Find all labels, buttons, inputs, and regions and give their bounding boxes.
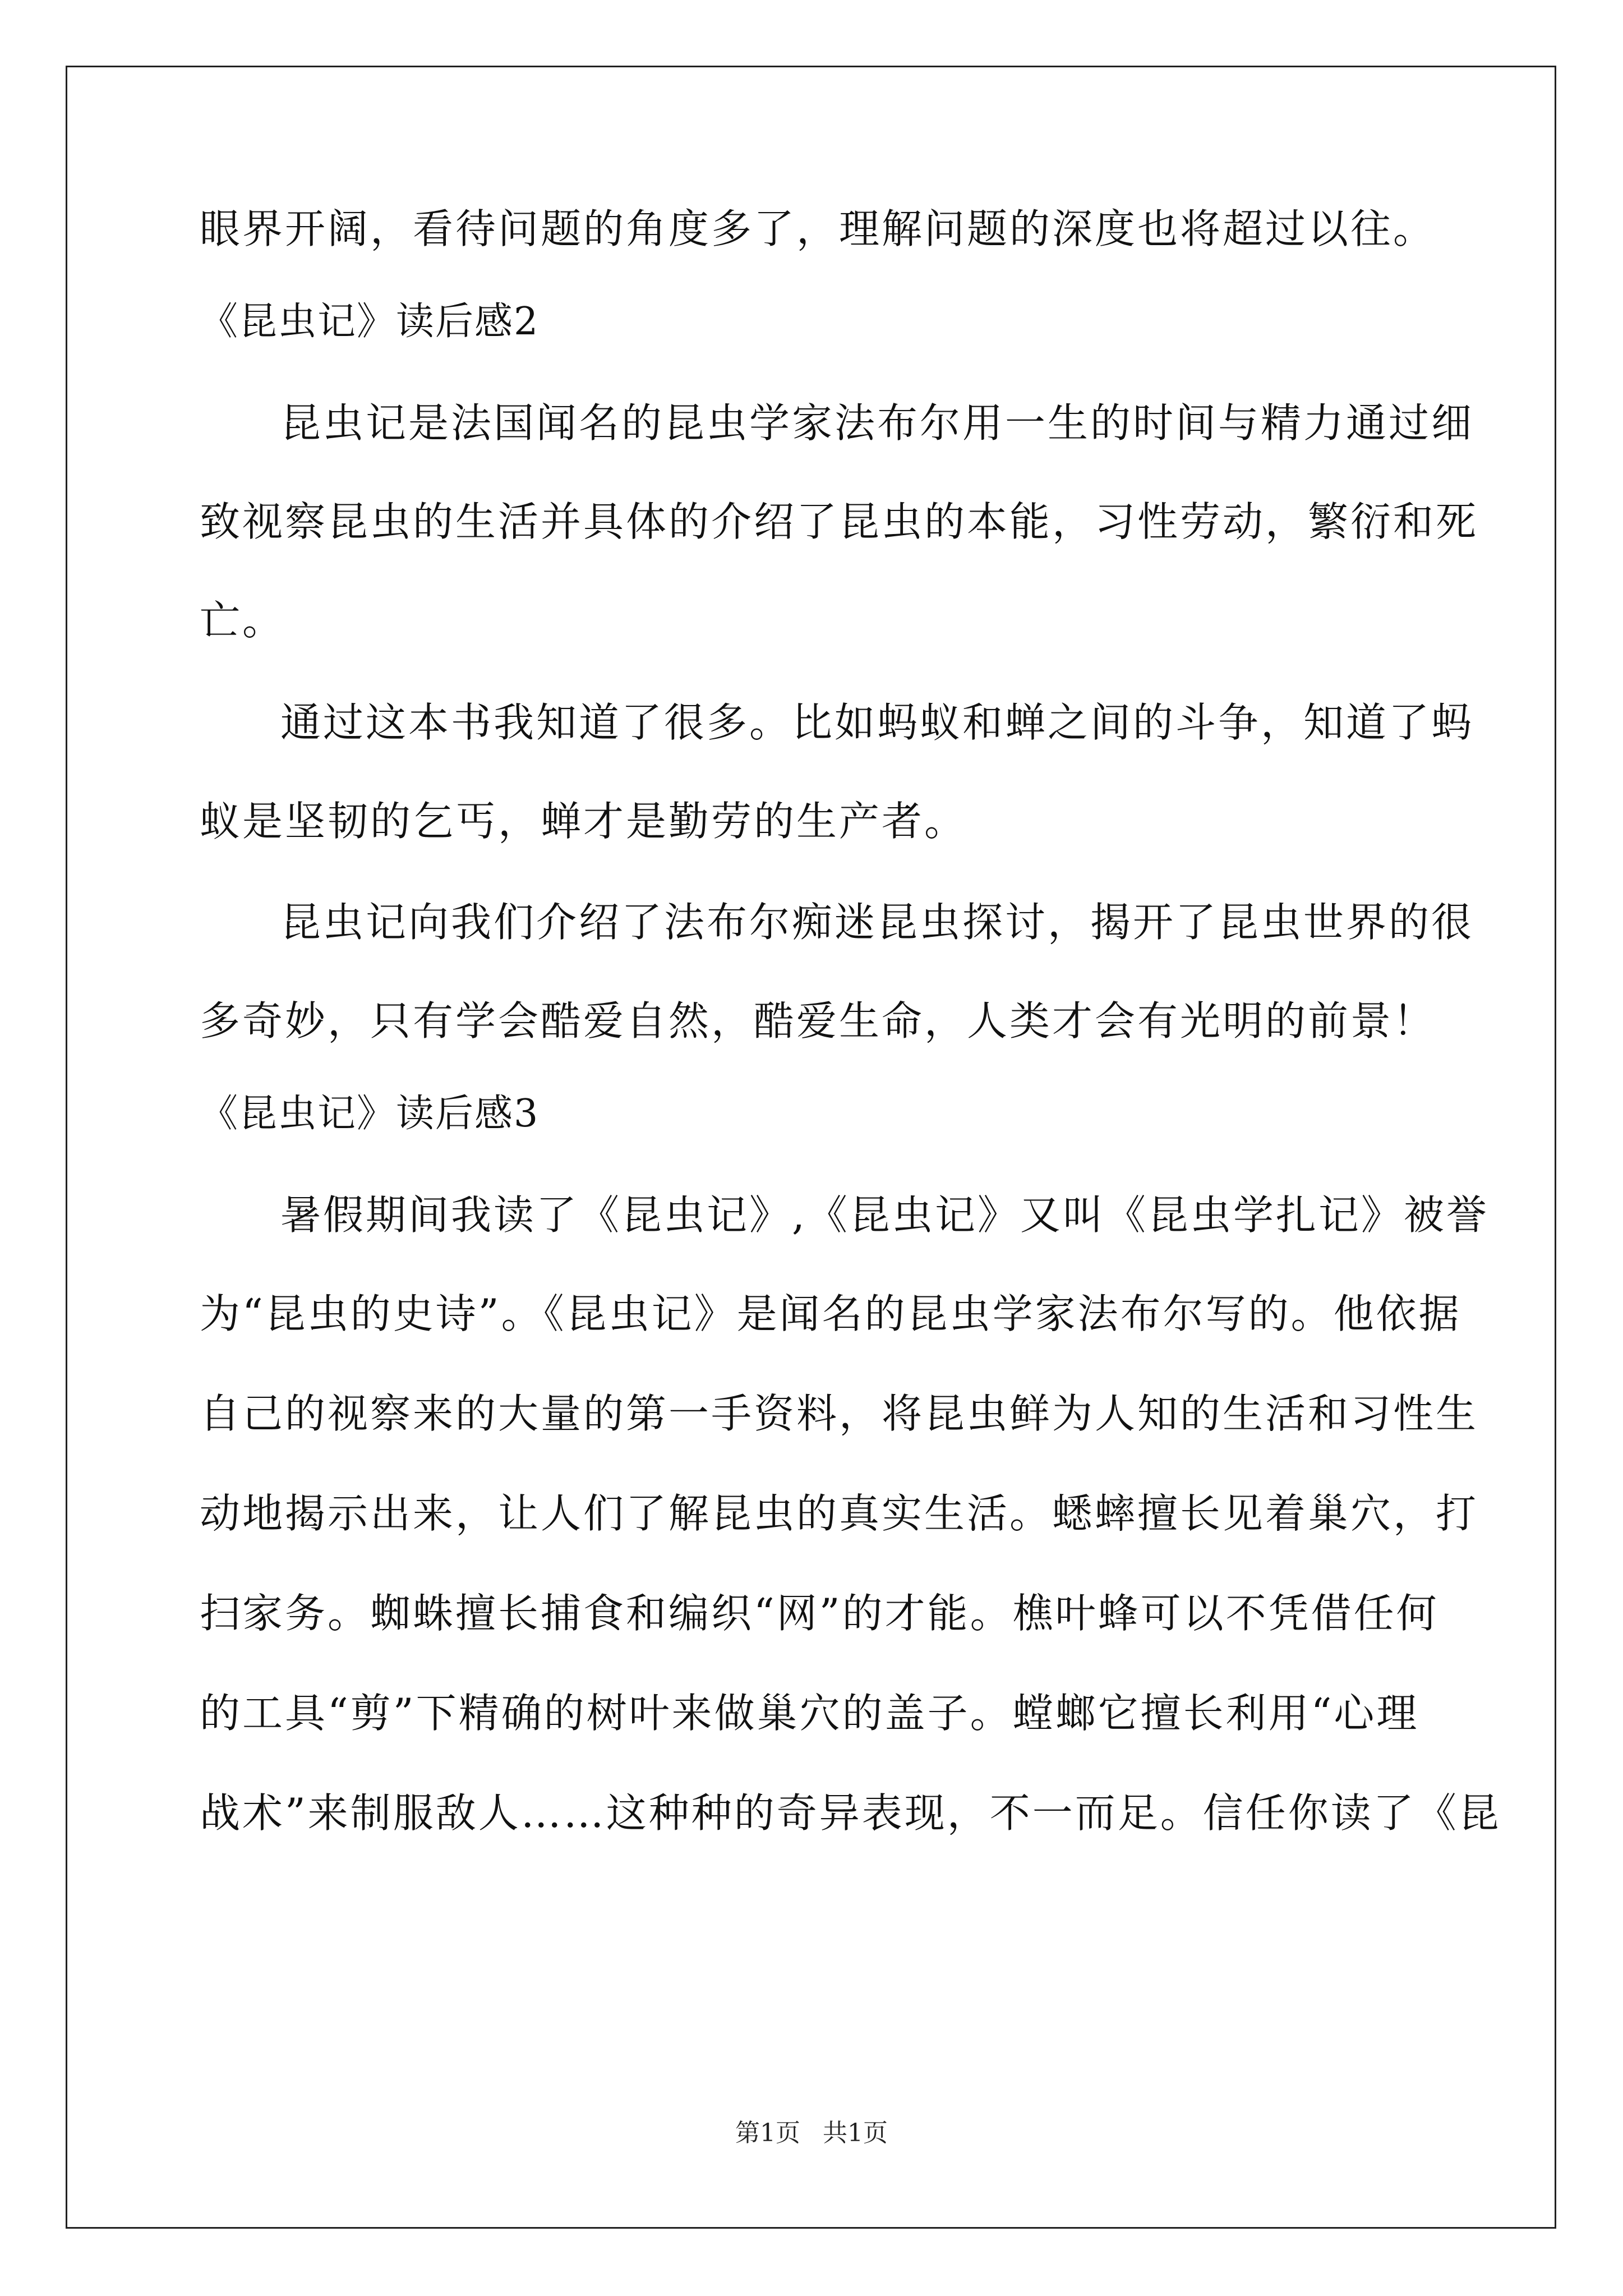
- paragraph-line: 暑假期间我读了《昆虫记》,《昆虫记》又叫《昆虫学扎记》被誉: [280, 1191, 1489, 1239]
- page-footer: [0, 2118, 1623, 2149]
- page-total: 共1页: [823, 2119, 888, 2147]
- paragraph-line: 昆虫记是法国闻名的昆虫学家法布尔用一生的时间与精力通过细: [280, 399, 1474, 447]
- paragraph-line: 眼界开阔，看待问题的角度多了，理解问题的深度也将超过以往。: [200, 205, 1436, 252]
- paragraph-line: 为“昆虫的史诗”。《昆虫记》是闻名的昆虫学家法布尔写的。他依据: [200, 1290, 1461, 1337]
- paragraph-line: 致视察昆虫的生活并具体的介绍了昆虫的本能，习性劳动，繁衍和死: [200, 498, 1479, 545]
- paragraph-line: 亡。: [200, 597, 285, 644]
- section-heading: 《昆虫记》读后感3: [200, 1092, 540, 1136]
- section-heading: 《昆虫记》读后感2: [200, 300, 540, 344]
- paragraph-line: 动地揭示出来，让人们了解昆虫的真实生活。蟋蟀擅长见着巢穴，打: [200, 1490, 1479, 1537]
- paragraph-line: 战术”来制服敌人……这种种的奇异表现，不一而足。信任你读了《昆: [200, 1789, 1501, 1837]
- paragraph-line: 通过这本书我知道了很多。比如蚂蚁和蝉之间的斗争，知道了蚂: [280, 699, 1474, 746]
- paragraph-line: 自己的视察来的大量的第一手资料，将昆虫鲜为人知的生活和习性生: [200, 1390, 1479, 1437]
- paragraph-line: 多奇妙，只有学会酷爱自然，酷爱生命，人类才会有光明的前景！: [200, 997, 1436, 1045]
- paragraph-line: 蚁是坚韧的乞丐，蝉才是勤劳的生产者。: [200, 798, 967, 845]
- page-number: 第1页: [735, 2119, 800, 2147]
- page-border: [66, 66, 1556, 2229]
- paragraph-line: 昆虫记向我们介绍了法布尔痴迷昆虫探讨，揭开了昆虫世界的很: [280, 899, 1474, 946]
- paragraph-line: 扫家务。蜘蛛擅长捕食和编织“网”的才能。樵叶蜂可以不凭借任何: [200, 1590, 1439, 1637]
- paragraph-line: 的工具“剪”下精确的树叶来做巢穴的盖子。螳螂它擅长利用“心理: [200, 1690, 1419, 1737]
